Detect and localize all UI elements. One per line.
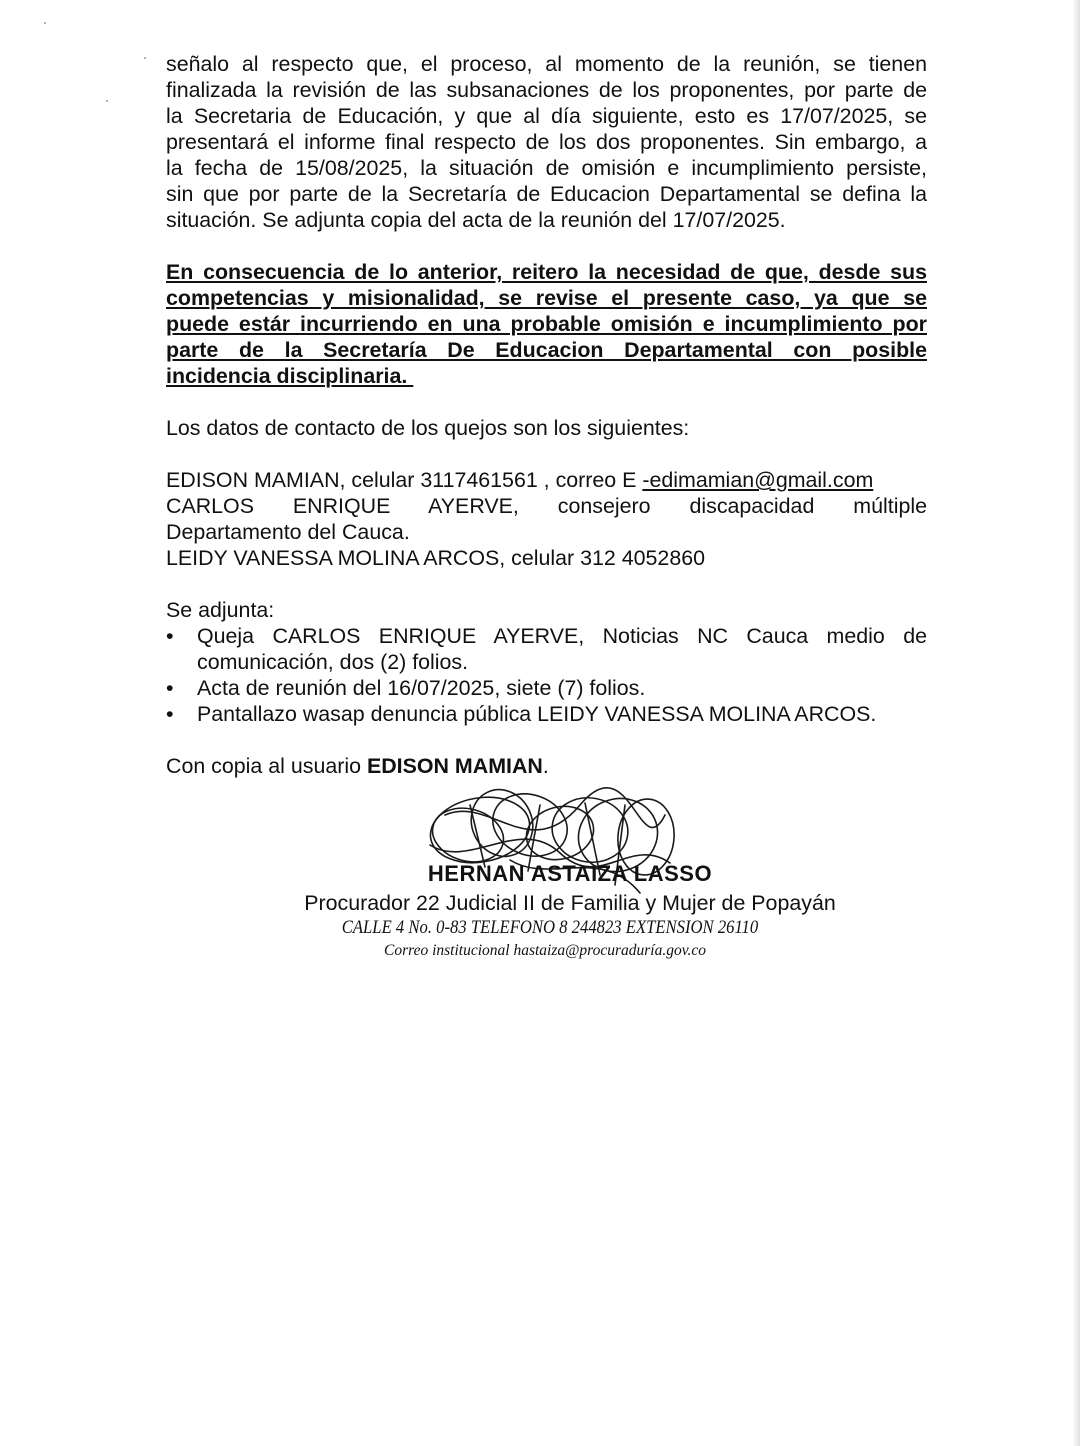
copy-suffix: . bbox=[542, 754, 549, 778]
scan-speck bbox=[106, 100, 108, 102]
paragraph-2-emphasis bbox=[166, 259, 927, 389]
contact-line-department: Departamento del Cauca. bbox=[166, 520, 410, 544]
contacts-block bbox=[166, 467, 927, 571]
signer-role: Procurador 22 Judicial II de Familia y Mujer de Popayán bbox=[304, 891, 836, 915]
paragraph-1-line: señalo al respecto que, el proceso, al momento de la reunión, se tienen bbox=[166, 52, 927, 76]
bullet-icon: • bbox=[166, 624, 174, 648]
contact-line-leidy: LEIDY VANESSA MOLINA ARCOS, celular 312 4052860 bbox=[166, 546, 706, 570]
paragraph-2-line: incidencia disciplinaria. bbox=[166, 364, 414, 388]
paragraph-1 bbox=[166, 51, 927, 233]
signer-institutional-email: Correo institucional hastaiza@procuraduría.gov.co bbox=[384, 942, 706, 959]
paragraph-1-line: situación. Se adjunta copia del acta de la reunión del 17/07/2025. bbox=[166, 208, 786, 232]
contact-edison-email[interactable]: -edimamian@gmail.com bbox=[642, 468, 874, 492]
paragraph-2-line: En consecuencia de lo anterior, reitero la necesidad de que, desde sus bbox=[166, 260, 927, 284]
attachment-item-text: Queja CARLOS ENRIQUE AYERVE, Noticias NC Cauca medio de comunicación, dos (2) folios. bbox=[197, 624, 927, 674]
copy-prefix: Con copia al usuario bbox=[166, 754, 367, 778]
attachment-item bbox=[166, 675, 927, 701]
paragraph-1-line: presentará el informe final respecto de los dos proponentes. Sin embargo, a bbox=[166, 130, 927, 154]
bullet-icon: • bbox=[166, 676, 174, 700]
scan-speck bbox=[44, 22, 46, 24]
paragraph-2-line: competencias y misionalidad, se revise el presente caso, ya que se bbox=[166, 286, 927, 310]
page-edge-shadow bbox=[1072, 0, 1080, 1446]
contacts-intro: Los datos de contacto de los quejos son los siguientes: bbox=[166, 416, 690, 440]
attachments-list bbox=[166, 623, 927, 727]
paragraph-2-line: parte de la Secretaría De Educacion Departamental con posible bbox=[166, 338, 927, 362]
contact-line-carlos: CARLOS ENRIQUE AYERVE, consejero discapacidad múltiple bbox=[166, 494, 927, 518]
scan-speck bbox=[144, 57, 146, 59]
attachment-item bbox=[166, 623, 927, 675]
attachments-heading: Se adjunta: bbox=[166, 598, 275, 622]
contact-line-edison bbox=[166, 467, 927, 493]
signer-name: HERNAN ASTAIZA LASSO bbox=[427, 861, 713, 886]
attachment-item-text: Pantallazo wasap denuncia pública LEIDY VANESSA MOLINA ARCOS. bbox=[197, 702, 877, 726]
paragraph-1-line: la Secretaria de Educación, y que al día siguiente, esto es 17/07/2025, se bbox=[166, 104, 927, 128]
bullet-icon: • bbox=[166, 702, 174, 726]
paragraph-2-line: puede estár incurriendo en una probable omisión e incumplimiento por bbox=[166, 312, 927, 336]
signer-address: CALLE 4 No. 0-83 TELEFONO 8 244823 EXTENSION 26110 bbox=[341, 918, 759, 938]
attachment-item bbox=[166, 701, 927, 727]
attachment-item-text: Acta de reunión del 16/07/2025, siete (7) folios. bbox=[197, 676, 646, 700]
signature-block bbox=[220, 775, 920, 975]
paragraph-1-line: la fecha de 15/08/2025, la situación de omisión e incumplimiento persiste, bbox=[166, 156, 927, 180]
copy-name: EDISON MAMIAN bbox=[366, 754, 543, 778]
paragraph-1-line: finalizada la revisión de las subsanaciones de los proponentes, por parte de bbox=[166, 78, 927, 102]
paragraph-1-line: sin que por parte de la Secretaría de Educacion Departamental se defina la bbox=[166, 182, 927, 206]
contact-edison-text: EDISON MAMIAN, celular 3117461561 , correo E bbox=[166, 468, 643, 492]
document-body bbox=[166, 51, 927, 779]
